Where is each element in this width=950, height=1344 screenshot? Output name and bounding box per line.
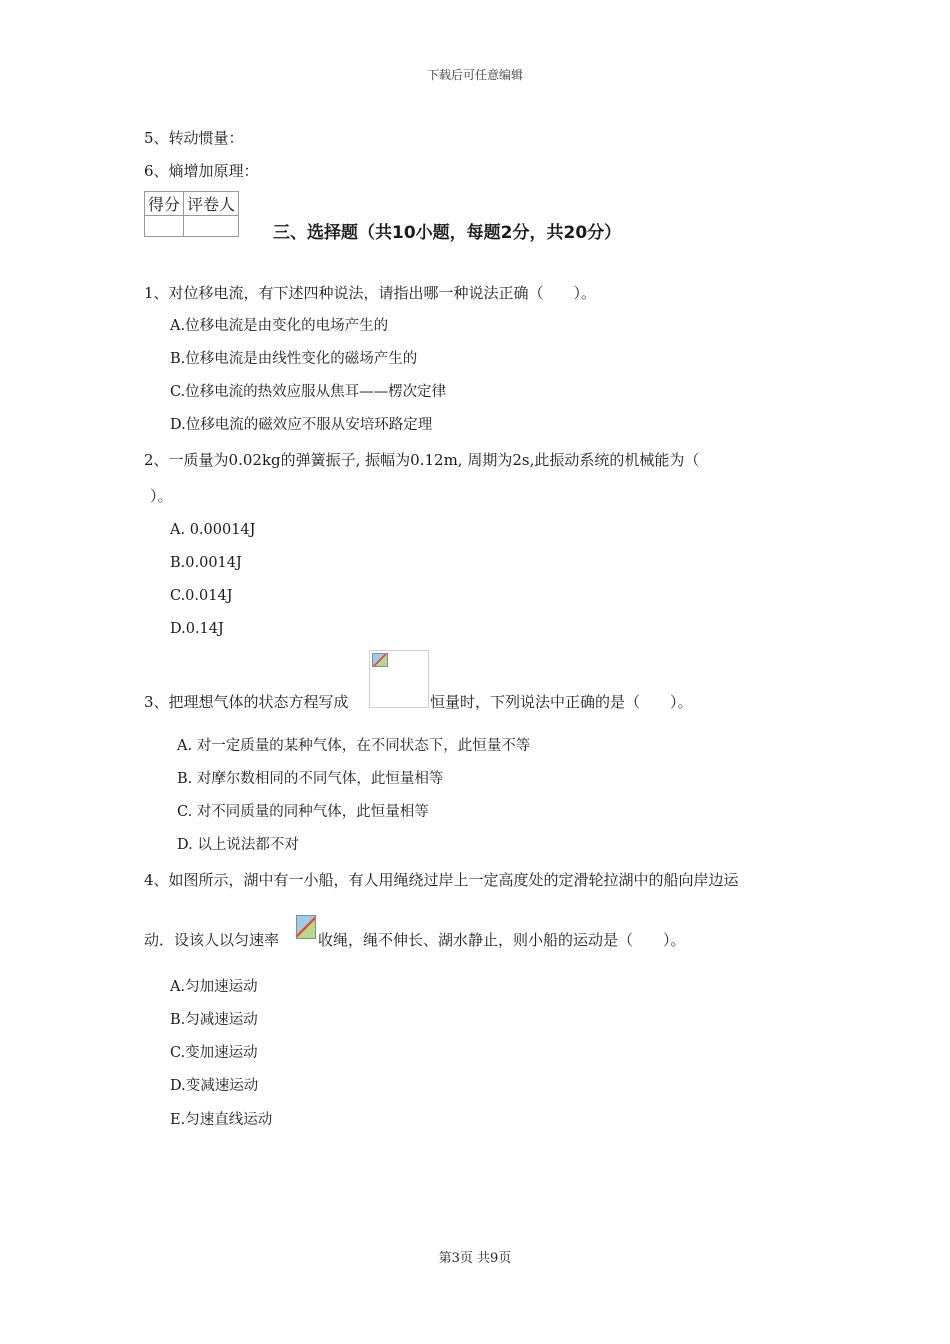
question-option: A. 0.00014J xyxy=(170,522,256,538)
page-number: 第3页 共9页 xyxy=(438,1251,512,1266)
question-option: B.位移电流是由线性变化的磁场产生的 xyxy=(170,351,418,367)
question-option: C. 对不同质量的同种气体，此恒量相等 xyxy=(177,804,429,820)
question-option: D. 以上说法都不对 xyxy=(177,837,299,853)
question-option: A.匀加速运动 xyxy=(170,979,258,995)
grader-cell xyxy=(184,216,239,237)
question-option: D.0.14J xyxy=(170,621,224,637)
definition-item: 6、熵增加原理： xyxy=(144,162,259,180)
question-option: C.位移电流的热效应服从焦耳——楞次定律 xyxy=(170,384,447,400)
question-option: A.位移电流是由变化的电场产生的 xyxy=(170,318,389,334)
question-stem-continued: 收绳，绳不伸长、湖水静止，则小船的运动是（ ）。 xyxy=(318,931,686,949)
question-option: B.匀减速运动 xyxy=(170,1012,258,1028)
question-option: C.变加速运动 xyxy=(170,1045,258,1061)
question-option: A. 对一定质量的某种气体，在不同状态下，此恒量不等 xyxy=(177,738,531,754)
section-title: 三、选择题（共10小题，每题2分，共20分） xyxy=(273,223,622,243)
question-stem-continued: ）。 xyxy=(150,487,173,505)
question-stem-continued: 动．设该人以匀速率 xyxy=(144,931,280,949)
grader-header: 评卷人 xyxy=(184,192,239,216)
question-option: B. 对摩尔数相同的不同气体，此恒量相等 xyxy=(177,771,444,787)
score-table xyxy=(144,191,239,237)
question-stem: 3、把理想气体的状态方程写成 xyxy=(144,693,349,711)
equation-image xyxy=(369,650,429,708)
question-option: C.0.014J xyxy=(170,588,233,604)
score-cell xyxy=(145,216,184,237)
question-option: D.变减速运动 xyxy=(170,1078,259,1094)
definition-item: 5、转动惯量： xyxy=(144,129,244,147)
header-note: 下载后可任意编辑 xyxy=(426,68,523,82)
question-option: B.0.0014J xyxy=(170,555,242,571)
question-option: D.位移电流的磁效应不服从安培环路定理 xyxy=(170,417,433,433)
question-stem: 1、对位移电流，有下述四种说法，请指出哪一种说法正确（ ）。 xyxy=(144,284,597,302)
question-stem: 4、如图所示，湖中有一小船，有人用绳绕过岸上一定高度处的定滑轮拉湖中的船向岸边运 xyxy=(144,871,739,889)
score-header: 得分 xyxy=(145,192,184,216)
question-option: E.匀速直线运动 xyxy=(170,1112,273,1128)
broken-image-icon xyxy=(296,915,316,939)
question-stem-continued: 恒量时，下列说法中正确的是（ ）。 xyxy=(430,693,693,711)
question-stem: 2、一质量为0.02kg的弹簧振子, 振幅为0.12m, 周期为2s,此振动系统的机械能为（ xyxy=(144,451,700,469)
broken-image-icon xyxy=(372,653,388,667)
